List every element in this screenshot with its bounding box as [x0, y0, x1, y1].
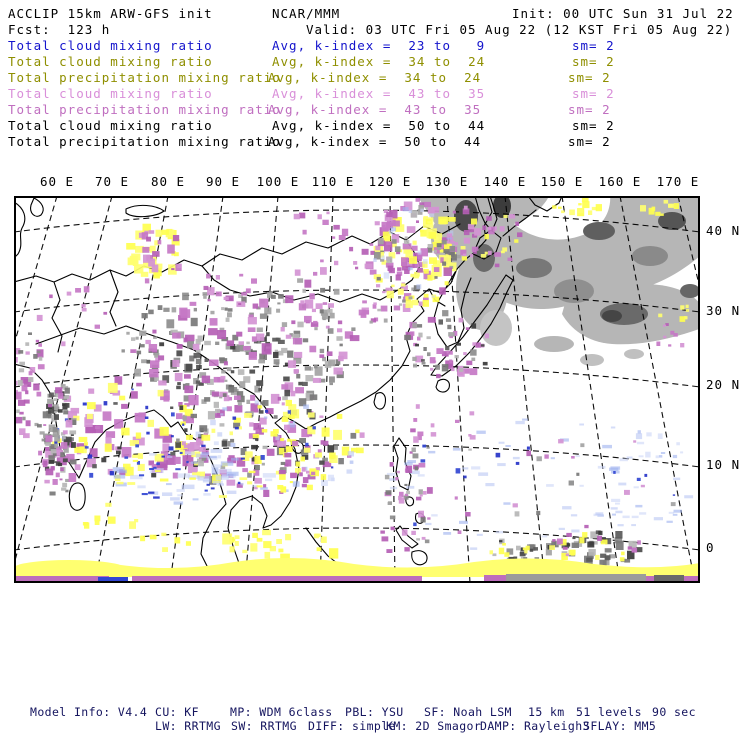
model-info-damp: DAMP: Rayleigh3 [480, 719, 590, 733]
legend-row-stat: Avg, k-index = 50 to 44 [268, 134, 482, 149]
lon-axis-label: 140 E [483, 174, 527, 189]
lon-axis-label: 130 E [425, 174, 469, 189]
legend-row-stat: Avg, k-index = 43 to 35 [272, 86, 486, 101]
model-info-version: Model Info: V4.4 [30, 705, 148, 719]
legend-row-sm: sm= 2 [572, 118, 615, 133]
model-info-diff: DIFF: simple [308, 719, 396, 733]
forecast-hour-label: Fcst: 123 h [8, 22, 111, 37]
valid-time-label: Valid: 03 UTC Fri 05 Aug 22 (12 KST Fri 05 Aug 22) [306, 22, 733, 37]
lon-axis-label: 120 E [368, 174, 412, 189]
legend-row-label: Total cloud mixing ratio [8, 118, 213, 133]
lon-axis-label: 90 E [205, 174, 241, 189]
legend-row-stat: Avg, k-index = 34 to 24 [268, 70, 482, 85]
lat-axis-label: 40 N [706, 223, 740, 238]
lon-axis-label: 170 E [656, 174, 700, 189]
org-label: NCAR/MMM [272, 6, 341, 21]
legend-row-stat: Avg, k-index = 23 to 9 [272, 38, 486, 53]
lon-axis-label: 150 E [540, 174, 584, 189]
lon-axis-label: 70 E [94, 174, 130, 189]
legend-row-label: Total cloud mixing ratio [8, 38, 213, 53]
lat-axis-label: 0 [706, 540, 715, 555]
lon-axis-label: 100 E [256, 174, 300, 189]
lat-axis-label: 30 N [706, 303, 740, 318]
legend-row-sm: sm= 2 [568, 70, 611, 85]
lon-axis-label: 80 E [150, 174, 186, 189]
model-info-res: 15 km [528, 705, 565, 719]
model-info-cu: CU: KF [155, 705, 199, 719]
model-info-levels: 51 levels [576, 705, 642, 719]
init-time-label: Init: 00 UTC Sun 31 Jul 22 [512, 6, 734, 21]
map-canvas [14, 196, 700, 583]
legend-row-sm: sm= 2 [572, 38, 615, 53]
model-info-step: 90 sec [652, 705, 696, 719]
legend-row-sm: sm= 2 [568, 102, 611, 117]
plot-title: ACCLIP 15km ARW-GFS init [8, 6, 213, 21]
lon-axis-label: 110 E [311, 174, 355, 189]
legend-row-sm: sm= 2 [568, 134, 611, 149]
model-info-mp: MP: WDM 6class [230, 705, 333, 719]
lon-axis-label: 160 E [598, 174, 642, 189]
lon-axis-label: 60 E [39, 174, 75, 189]
legend-row-label: Total cloud mixing ratio [8, 54, 213, 69]
model-info-km: KM: 2D Smagor [386, 719, 482, 733]
legend-row-sm: sm= 2 [572, 54, 615, 69]
legend-row-sm: sm= 2 [572, 86, 615, 101]
legend-row-stat: Avg, k-index = 43 to 35 [268, 102, 482, 117]
model-info-pbl: PBL: YSU [345, 705, 404, 719]
legend-row-label: Total precipitation mixing ratio [8, 70, 281, 85]
model-info-sflay: SFLAY: MM5 [583, 719, 657, 733]
legend-row-stat: Avg, k-index = 34 to 24 [272, 54, 486, 69]
legend-row-label: Total precipitation mixing ratio [8, 134, 281, 149]
legend-row-label: Total precipitation mixing ratio [8, 102, 281, 117]
legend-row-label: Total cloud mixing ratio [8, 86, 213, 101]
lat-axis-label: 20 N [706, 377, 740, 392]
lat-axis-label: 10 N [706, 457, 740, 472]
model-info-sf: SF: Noah LSM [424, 705, 512, 719]
legend-row-stat: Avg, k-index = 50 to 44 [272, 118, 486, 133]
weather-map [14, 196, 700, 583]
model-info-sw: SW: RRTMG [231, 719, 297, 733]
model-info-lw: LW: RRTMG [155, 719, 221, 733]
